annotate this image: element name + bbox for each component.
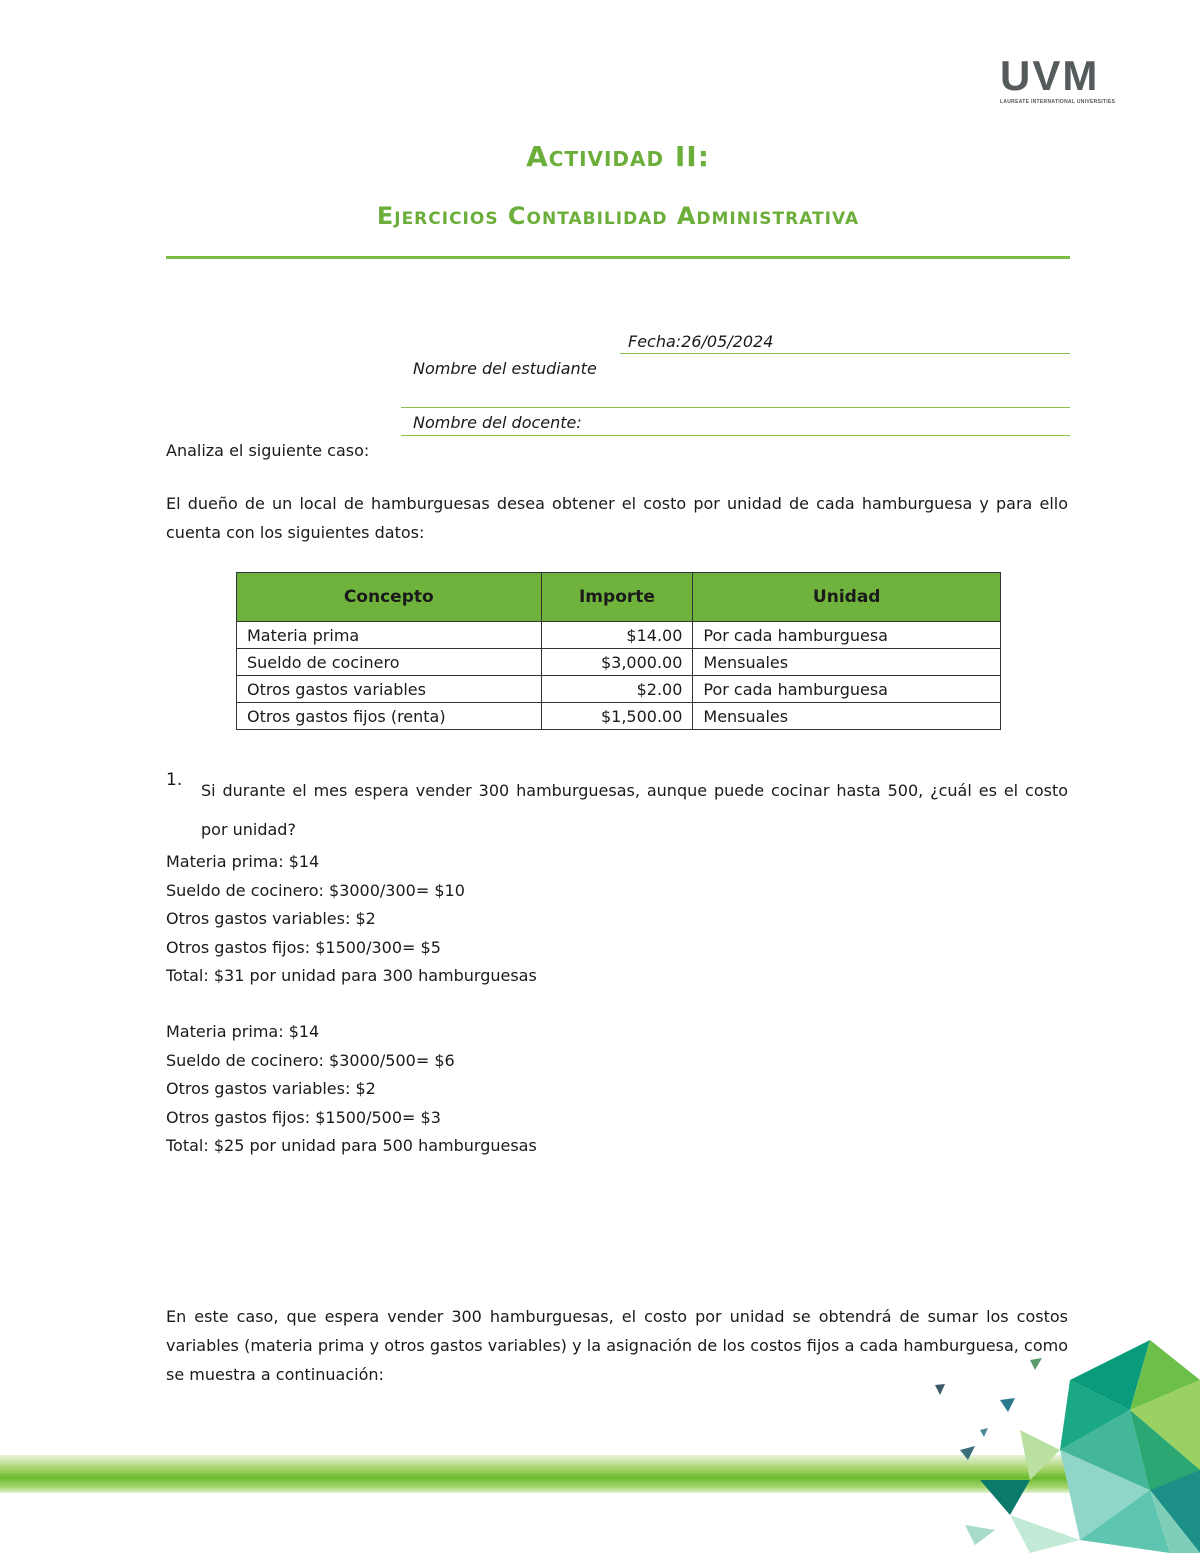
calc-line: Sueldo de cocinero: $3000/500= $6 bbox=[166, 1050, 455, 1070]
title-divider bbox=[166, 256, 1070, 259]
decorative-polygons-graphic bbox=[920, 1340, 1200, 1553]
calc-line: Total: $31 por unidad para 300 hamburguesas bbox=[166, 966, 537, 985]
cost-data-table bbox=[236, 572, 1001, 730]
conclusion-paragraph: En este caso, que espera vender 300 hamburguesas, el costo por unidad se obtendrá de sumar los costos variables (materia prima y otros gastos variables) y la asignación de los costos fijos a cada hamburguesa, como se muestra a continuación: bbox=[166, 1307, 1068, 1384]
cell-importe: $14.00 bbox=[541, 622, 693, 649]
cell-concepto: Materia prima bbox=[237, 622, 542, 649]
cell-unidad: Por cada hamburguesa bbox=[693, 622, 1001, 649]
page-subtitle: Ejercicios Contabilidad Administrativa bbox=[376, 202, 860, 230]
cell-importe: $1,500.00 bbox=[541, 703, 693, 730]
calc-line: Otros gastos variables: $2 bbox=[166, 1079, 376, 1098]
teacher-name-label: Nombre del docente: bbox=[413, 413, 582, 432]
cell-importe: $3,000.00 bbox=[541, 649, 693, 676]
table-row bbox=[237, 649, 1001, 676]
logo-subtitle: LAUREATE INTERNATIONAL UNIVERSITIES bbox=[1000, 99, 1116, 105]
question-number: 1. bbox=[166, 770, 183, 790]
cell-concepto: Otros gastos fijos (renta) bbox=[237, 703, 542, 730]
student-name-line bbox=[401, 407, 1070, 408]
teacher-name-line bbox=[401, 435, 1070, 436]
logo-text: UVM bbox=[1000, 52, 1100, 99]
calc-line: Materia prima: $14 bbox=[166, 852, 320, 871]
analiza-text: Analiza el siguiente caso: bbox=[166, 441, 370, 460]
header-unidad: Unidad bbox=[693, 573, 1001, 622]
intro-paragraph: El dueño de un local de hamburguesas desea obtener el costo por unidad de cada hamburguesa y para ello cuenta con los siguientes datos: bbox=[166, 494, 1068, 542]
table-row bbox=[237, 676, 1001, 703]
calc-300 bbox=[166, 848, 537, 991]
fecha-underline bbox=[620, 353, 1070, 354]
table-header-row bbox=[237, 573, 1001, 622]
cell-concepto: Sueldo de cocinero bbox=[237, 649, 542, 676]
cell-unidad: Mensuales bbox=[693, 649, 1001, 676]
table-row bbox=[237, 622, 1001, 649]
cell-unidad: Mensuales bbox=[693, 703, 1001, 730]
cell-unidad: Por cada hamburguesa bbox=[693, 676, 1001, 703]
question-text: Si durante el mes espera vender 300 hamburguesas, aunque puede cocinar hasta 500, ¿cuál es el costo por unidad? bbox=[201, 781, 1068, 839]
calc-line: Otros gastos variables: $2 bbox=[166, 909, 376, 928]
page-title: Actividad II: bbox=[526, 140, 710, 173]
calc-line: Otros gastos fijos: $1500/500= $3 bbox=[166, 1107, 441, 1127]
student-name-label: Nombre del estudiante bbox=[413, 359, 597, 378]
cell-importe: $2.00 bbox=[541, 676, 693, 703]
calc-line: Otros gastos fijos: $1500/300= $5 bbox=[166, 937, 441, 957]
calc-line: Materia prima: $14 bbox=[166, 1022, 320, 1041]
header-concepto: Concepto bbox=[237, 573, 542, 622]
calc-line: Sueldo de cocinero: $3000/300= $10 bbox=[166, 880, 465, 900]
table-row bbox=[237, 703, 1001, 730]
fecha-field: Fecha:26/05/2024 bbox=[628, 332, 774, 351]
cell-concepto: Otros gastos variables bbox=[237, 676, 542, 703]
uvm-logo bbox=[1000, 52, 1122, 111]
calc-500 bbox=[166, 1018, 537, 1161]
header-importe: Importe bbox=[541, 573, 693, 622]
calc-line: Total: $25 por unidad para 500 hamburguesas bbox=[166, 1136, 537, 1155]
